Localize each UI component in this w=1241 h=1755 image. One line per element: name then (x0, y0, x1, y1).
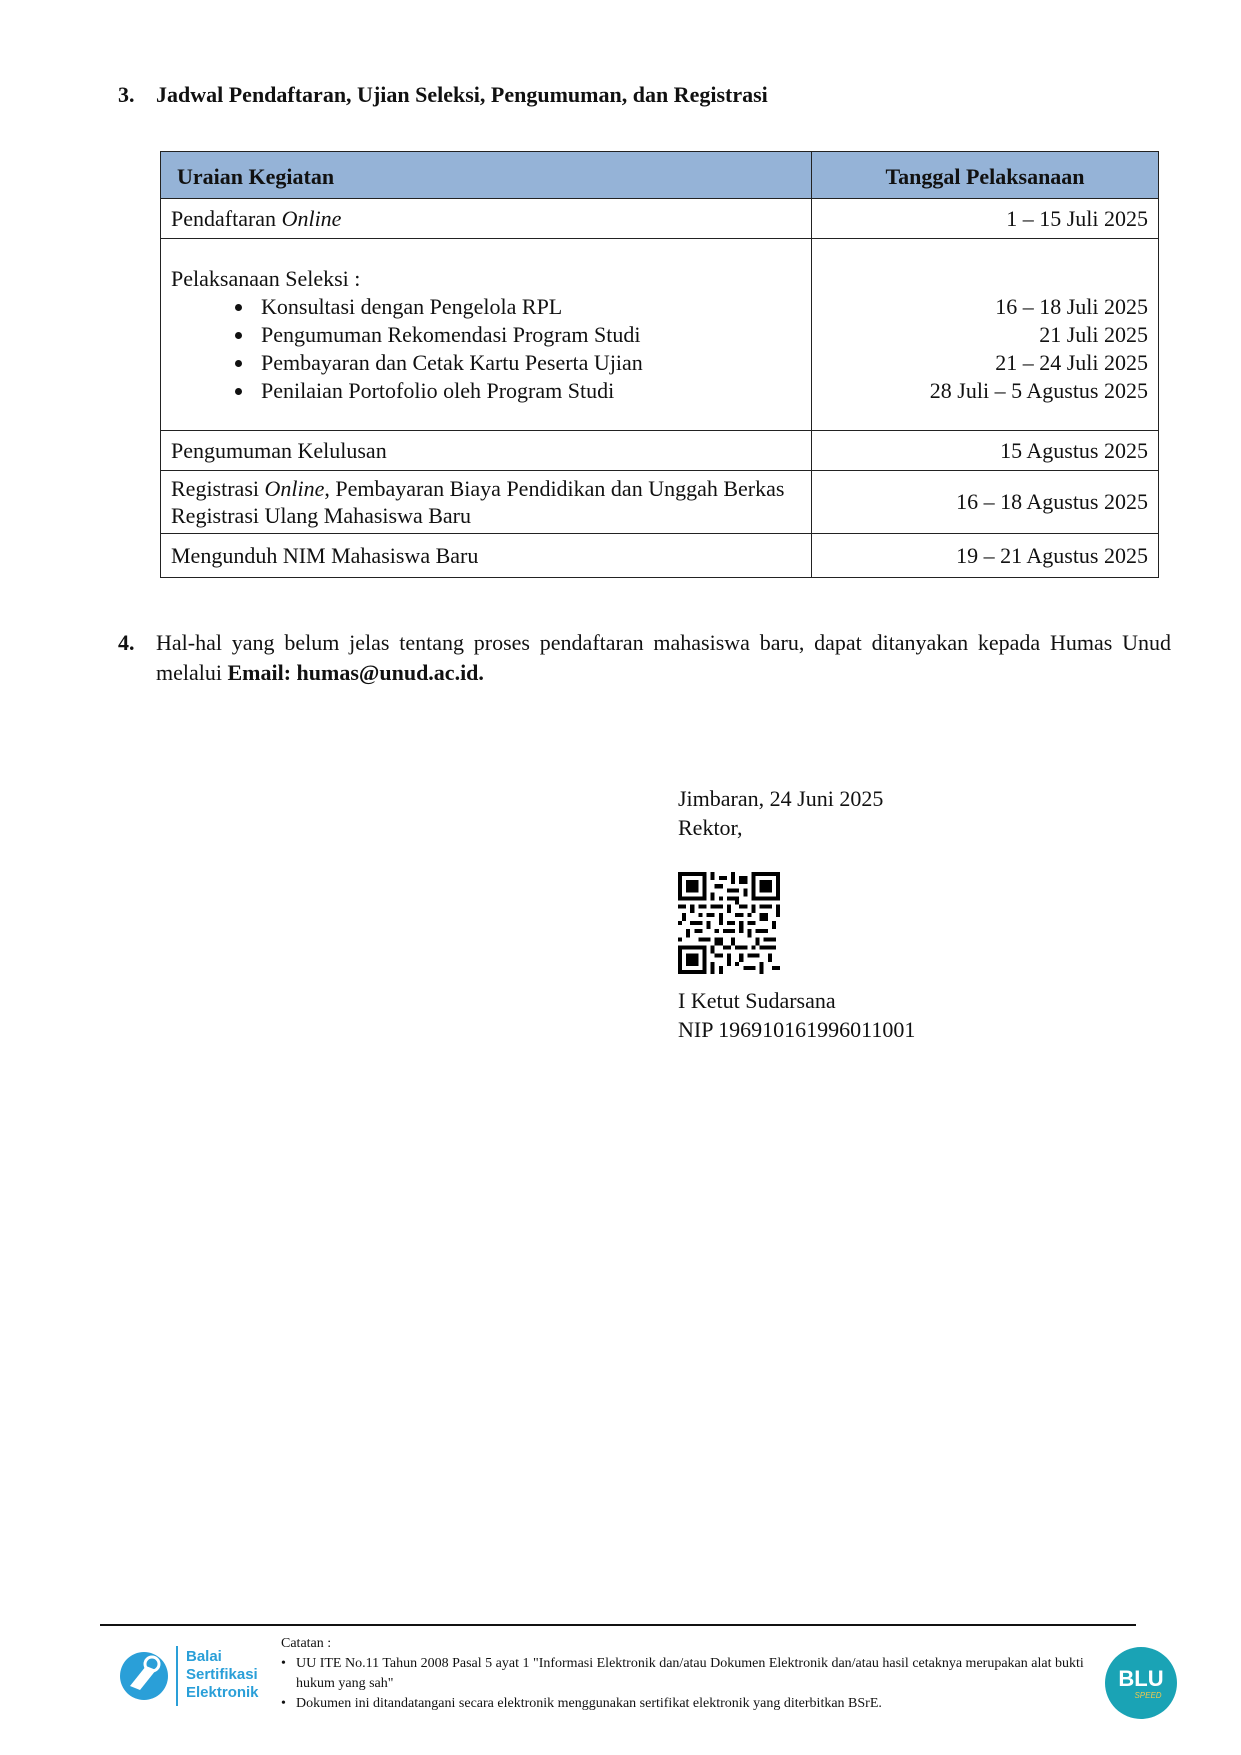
section-4-paragraph (118, 628, 1171, 688)
row4-date: 16 – 18 Agustus 2025 (812, 471, 1159, 534)
note-item: • UU ITE No.11 Tahun 2008 Pasal 5 ayat 1 "Informasi Elektronik dan/atau Dokumen Elektronik dan/atau hasil cetaknya merupakan alat bukti hukum yang sah" (281, 1654, 1101, 1694)
section-number: 4. (118, 630, 135, 655)
list-item: • Pembayaran dan Cetak Kartu Peserta Ujian (255, 349, 801, 377)
signer-role: Rektor, (678, 815, 743, 840)
date-item: 21 Juli 2025 (1039, 321, 1148, 347)
blu-speed-logo (1104, 1646, 1178, 1720)
section-title: Jadwal Pendaftaran, Ujian Seleksi, Pengumuman, dan Registrasi (156, 82, 768, 107)
signer-nip: NIP 196910161996011001 (678, 1017, 916, 1042)
section-3-heading (118, 82, 768, 108)
header-uraian: Uraian Kegiatan (161, 152, 812, 199)
table-row (161, 431, 1159, 471)
table-row (161, 534, 1159, 578)
list-item: • Konsultasi dengan Pengelola RPL (255, 293, 801, 321)
qr-code-icon (678, 872, 780, 974)
section-4-text: Hal-hal yang belum jelas tentang proses pendaftaran mahasiswa baru, dapat ditanyakan kepada Humas Unud melalui (156, 630, 1171, 685)
notes-title: Catatan : (281, 1636, 332, 1651)
signer-block (678, 986, 915, 1044)
row5-date: 19 – 21 Agustus 2025 (812, 534, 1159, 578)
row5-label: Mengunduh NIM Mahasiswa Baru (161, 534, 812, 578)
svg-text:SPEED: SPEED (1134, 1691, 1162, 1700)
row3-label: Pengumuman Kelulusan (161, 431, 812, 471)
list-item: • Penilaian Portofolio oleh Program Studi (255, 377, 801, 405)
table-row (161, 471, 1159, 534)
date-item: 21 – 24 Juli 2025 (995, 349, 1148, 375)
header-tanggal: Tanggal Pelaksanaan (812, 152, 1159, 199)
note-item: • Dokumen ini ditandatangani secara elektronik menggunakan sertifikat elektronik yang diterbitkan BSrE. (281, 1694, 1101, 1714)
date-item: 16 – 18 Juli 2025 (995, 293, 1148, 319)
row1-label: Pendaftaran Online (161, 199, 812, 239)
row1-date: 1 – 15 Juli 2025 (812, 199, 1159, 239)
row3-date: 15 Agustus 2025 (812, 431, 1159, 471)
row2-dates (812, 239, 1159, 431)
footer-divider (100, 1624, 1136, 1626)
bsre-wordmark: Balai Sertifikasi Elektronik (186, 1648, 259, 1701)
svg-text:BLU: BLU (1118, 1666, 1164, 1691)
selection-list (171, 293, 801, 405)
row4-label: Registrasi Online, Pembayaran Biaya Pendidikan dan Unggah Berkas Registrasi Ulang Mahasiswa Baru (161, 471, 812, 534)
date-item: 28 Juli – 5 Agustus 2025 (929, 377, 1148, 403)
signature-block (678, 784, 883, 842)
footer-notes (281, 1634, 1101, 1714)
place-date: Jimbaran, 24 Juni 2025 (678, 786, 884, 811)
section-number: 3. (118, 82, 135, 107)
row2-label: Pelaksanaan Seleksi : • Konsultasi dengan Pengelola RPL • Pengumuman Rekomendasi Program Studi • Pembayaran dan Cetak Kartu Peserta Ujian • Penilaian Portofolio oleh Program Studi (161, 239, 812, 431)
table-row (161, 239, 1159, 431)
table-row (161, 199, 1159, 239)
schedule-table (160, 151, 1159, 578)
signer-name: I Ketut Sudarsana (678, 988, 836, 1013)
table-header-row (161, 152, 1159, 199)
email-contact: Email: humas@unud.ac.id. (227, 660, 484, 685)
list-item: • Pengumuman Rekomendasi Program Studi (255, 321, 801, 349)
